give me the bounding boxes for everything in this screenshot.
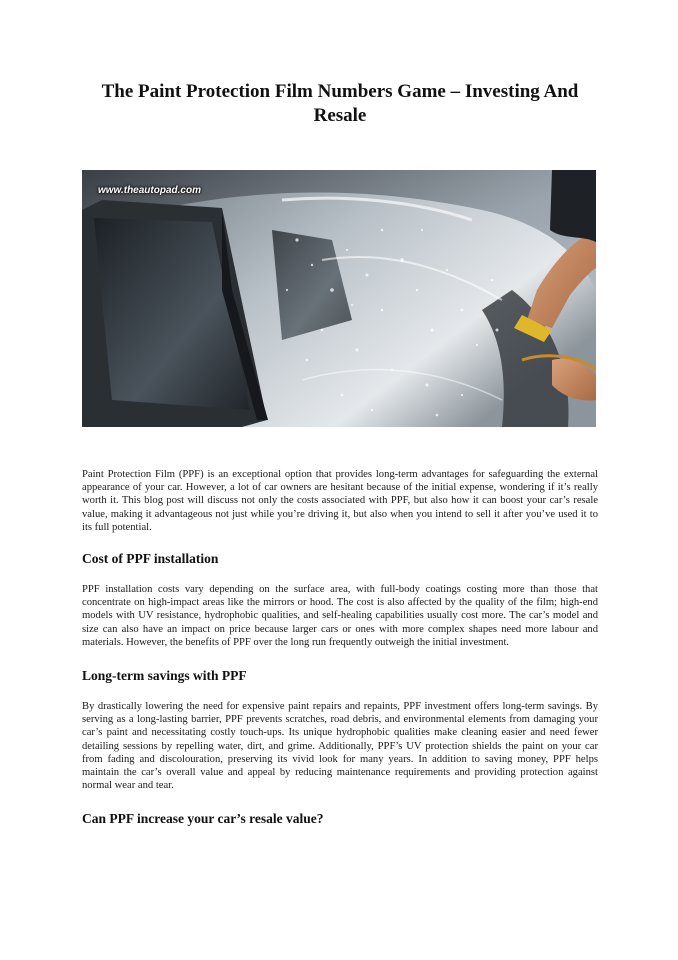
section-heading-savings: Long-term savings with PPF [82, 668, 247, 684]
intro-paragraph: Paint Protection Film (PPF) is an exceptional option that provides long-term advantages for safeguarding the external appearance of your car. However, a lot of car owners are hesitant because of the initial expense, wondering if it’s really worth it. This blog post will discuss not only the costs associated with PPF, but also how it can boost your car’s resale value, making it advantageous not just while you’re driving it, but also when you intend to sell it after you’ve used it to its full potential. [82, 469, 598, 533]
car-illustration [82, 170, 596, 427]
section-body-cost: PPF installation costs vary depending on the surface area, with full-body coatings costing more than those that concentrate on high-impact areas like the mirrors or hood. The cost is also affected by the quality of the film; high-end models with UV resistance, hydrophobic qualities, and self-healing capabilities usually cost more. The car’s model and size can also have an impact on price because larger cars or ones with more complex shapes need more labour and materials. However, the benefits of PPF over the long run frequently outweigh the initial investment. [82, 584, 598, 648]
section-heading-cost: Cost of PPF installation [82, 551, 219, 567]
car-ppf-photo [82, 170, 596, 427]
section-heading-resale: Can PPF increase your car’s resale value? [82, 811, 324, 827]
document-page [82, 0, 598, 827]
image-watermark: www.theautopad.com [98, 185, 201, 196]
section-body-savings: By drastically lowering the need for expensive paint repairs and repaints, PPF investment offers long-term savings. By serving as a long-lasting barrier, PPF prevents scratches, road debris, and environmental elements from damaging your car’s paint and necessitating costly touch-ups. Its unique hydrophobic qualities make cleaning easier and need fewer detailing sessions by repelling water, dirt, and grime. Additionally, PPF’s UV protection shields the paint on your car from fading and discolouration, preserving its vivid look for many years. In addition to saving money, PPF helps maintain the car’s overall value and appeal by reducing maintenance requirements and providing protection against normal wear and tear. [82, 701, 598, 792]
page-title: The Paint Protection Film Numbers Game – Investing And Resale [101, 81, 579, 126]
